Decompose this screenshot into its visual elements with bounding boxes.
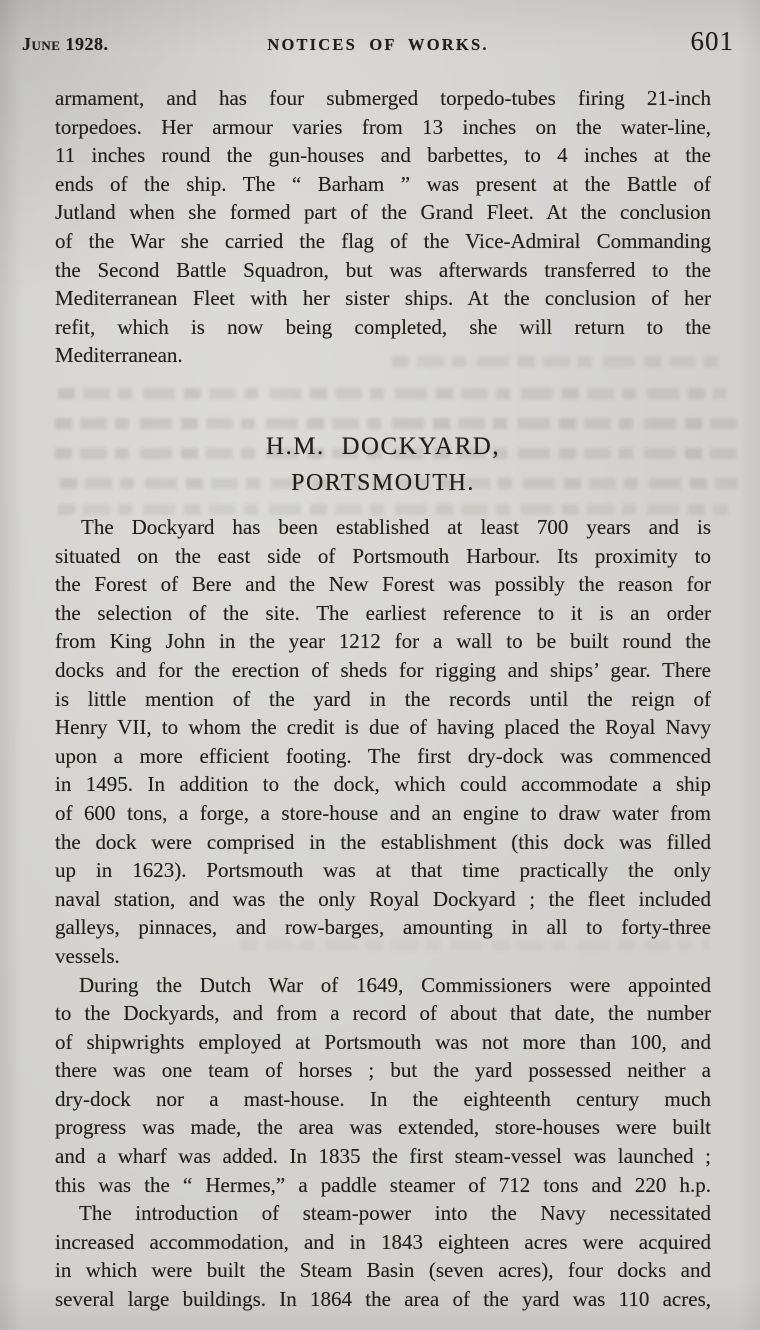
text-line: armament, and has four submerged torpedo-tubes firing 21-inch (55, 86, 711, 110)
bleed-through-text-ghost (58, 388, 726, 399)
text-line: ends of the ship. The “ Barham ” was present at the Battle of (55, 171, 711, 196)
text-line: of the War she carried the flag of the Vice-Admiral Commanding (55, 228, 711, 253)
text-line: refit, which is now being completed, she will return to the (55, 314, 711, 339)
section-heading (55, 428, 711, 502)
text-line: this was the “ Hermes,” a paddle steamer of 712 tons and 220 h.p. (55, 1172, 711, 1197)
bleed-through-text-ghost (392, 356, 722, 367)
text-line: up in 1623). Portsmouth was at that time practically the only (55, 858, 711, 883)
text-line: Jutland when she formed part of the Grand Fleet. At the conclusion (55, 200, 711, 225)
text-line: Henry VII, to whom the credit is due of having placed the Royal Navy (55, 715, 711, 740)
text-line: to the Dockyards, and from a record of about that date, the number (55, 1001, 711, 1026)
section-heading-line1: H.M. DOCKYARD, (265, 433, 501, 460)
paragraph-steam-power (55, 1199, 711, 1313)
article-continuation-paragraph (55, 84, 711, 370)
text-line: 11 inches round the gun-houses and barbettes, to 4 inches at the (55, 143, 711, 168)
page-header (22, 26, 734, 57)
text-line: from King John in the year 1212 for a wall to be built round the (55, 629, 711, 654)
text-line: of shipwrights employed at Portsmouth was not more than 100, and (55, 1029, 711, 1054)
article-body (55, 513, 711, 1314)
text-line: there was one team of horses ; but the yard possessed neither a (55, 1058, 711, 1083)
text-line: naval station, and was the only Royal Dockyard ; the fleet included (55, 886, 711, 911)
text-line: the Forest of Bere and the New Forest was possibly the reason for (55, 572, 711, 597)
journal-date: June 1928. (22, 34, 109, 54)
text-line: vessels. (55, 943, 120, 968)
paragraph-dutch-war (55, 971, 711, 1200)
text-line: galleys, pinnaces, and row-barges, amounting in all to forty-three (55, 915, 711, 940)
text-line: upon a more efficient footing. The first dry-dock was commenced (55, 743, 711, 768)
text-line: in 1495. In addition to the dock, which could accommodate a ship (55, 772, 711, 797)
text-line: several large buildings. In 1864 the area of the yard was 110 acres, (55, 1287, 711, 1312)
text-line: is little mention of the yard in the records until the reign of (55, 686, 711, 711)
text-line: the selection of the site. The earliest reference to it is an order (55, 600, 711, 625)
text-line: progress was made, the area was extended, store-houses were built (55, 1115, 711, 1140)
text-line: torpedoes. Her armour varies from 13 inches on the water-line, (55, 114, 711, 139)
text-line: the Second Battle Squadron, but was afterwards transferred to the (55, 257, 711, 282)
text-line: Mediterranean. (55, 343, 183, 368)
paragraph-dockyard-history (55, 513, 711, 971)
text-line: The introduction of steam-power into the Navy necessitated (79, 1201, 711, 1226)
running-title: NOTICES OF WORKS. (267, 35, 489, 54)
text-line: Mediterranean Fleet with her sister ships. At the conclusion of her (55, 286, 711, 311)
section-heading-line2: PORTSMOUTH. (291, 470, 475, 496)
bleed-through-text-ghost (240, 940, 710, 951)
text-line: docks and for the erection of sheds for rigging and ships’ gear. There (55, 657, 711, 682)
text-line: During the Dutch War of 1649, Commissioners were appointed (79, 972, 711, 997)
text-line: dry-dock nor a mast-house. In the eighteenth century much (55, 1086, 711, 1111)
bleed-through-text-ghost (58, 504, 728, 515)
text-line: and a wharf was added. In 1835 the first steam-vessel was launched ; (55, 1144, 711, 1169)
text-line: situated on the east side of Portsmouth Harbour. Its proximity to (55, 543, 711, 568)
text-line: of 600 tons, a forge, a store-house and an engine to draw water from (55, 800, 711, 825)
text-line: increased accommodation, and in 1843 eighteen acres were acquired (55, 1229, 711, 1254)
text-line: in which were built the Steam Basin (seven acres), four docks and (55, 1258, 711, 1283)
text-line: the dock were comprised in the establishment (this dock was filled (55, 829, 711, 854)
text-line: The Dockyard has been established at least 700 years and is (81, 515, 711, 539)
page-number: 601 (690, 26, 734, 56)
